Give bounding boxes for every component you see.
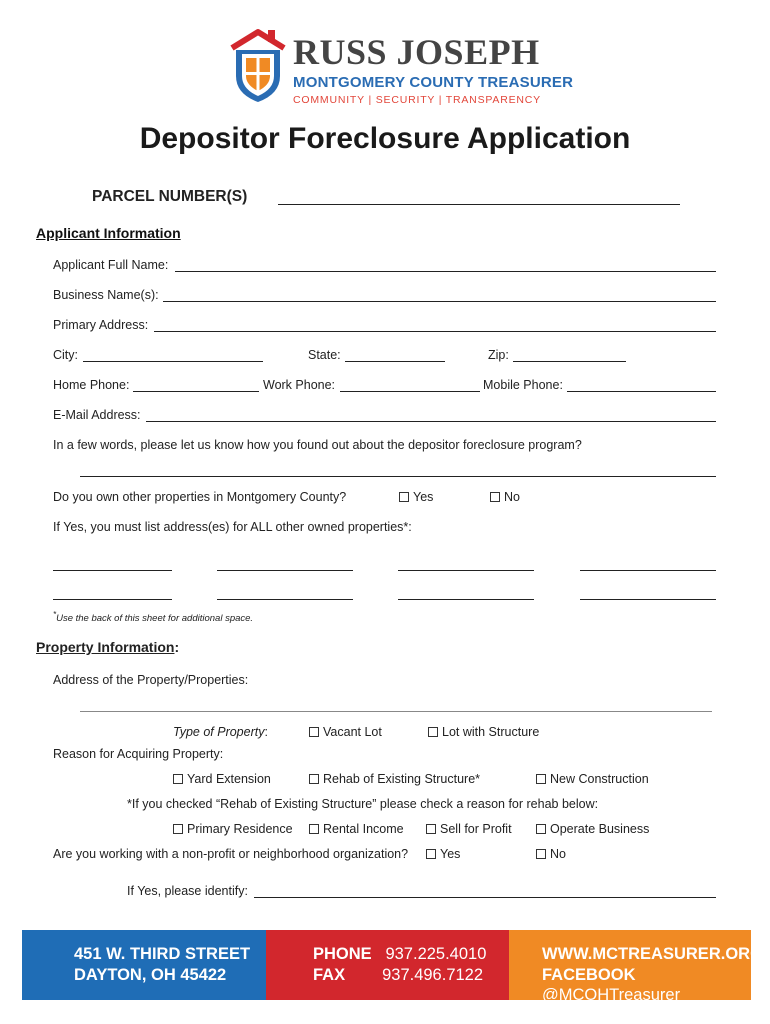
other-property-field[interactable] bbox=[53, 599, 172, 600]
zip-label: Zip: bbox=[488, 348, 509, 362]
brand-name: RUSS JOSEPH bbox=[293, 32, 540, 72]
yes-label: Yes bbox=[413, 490, 434, 504]
checkbox-icon[interactable] bbox=[426, 824, 436, 834]
property-heading-colon: : bbox=[174, 639, 180, 655]
facebook-handle[interactable]: @MCOHTreasurer bbox=[542, 986, 681, 1005]
brand-tagline: COMMUNITY | SECURITY | TRANSPARENCY bbox=[293, 94, 541, 106]
yard-extension-label: Yard Extension bbox=[187, 772, 271, 786]
checkbox-icon[interactable] bbox=[536, 774, 546, 784]
business-name-label: Business Name(s): bbox=[53, 288, 159, 302]
state-label: State: bbox=[308, 348, 341, 362]
other-property-field[interactable] bbox=[217, 570, 353, 571]
rehab-reason-note: *If you checked “Rehab of Existing Structure” please check a reason for rehab below: bbox=[127, 797, 599, 811]
full-name-label: Applicant Full Name: bbox=[53, 258, 169, 272]
sell-for-profit-label: Sell for Profit bbox=[440, 822, 512, 836]
phone-label: PHONE bbox=[313, 945, 372, 963]
operate-business-option[interactable] bbox=[536, 822, 649, 836]
city-label: City: bbox=[53, 348, 78, 362]
checkbox-icon[interactable] bbox=[490, 492, 500, 502]
primary-address-label: Primary Address: bbox=[53, 318, 149, 332]
footer-web-block bbox=[509, 930, 763, 1005]
applicant-section-heading: Applicant Information bbox=[36, 225, 181, 241]
other-property-field[interactable] bbox=[217, 599, 353, 600]
property-type-label bbox=[173, 725, 268, 739]
other-property-field[interactable] bbox=[398, 599, 534, 600]
other-property-field[interactable] bbox=[53, 570, 172, 571]
page-title: Depositor Foreclosure Application bbox=[139, 122, 631, 155]
fax-number: 937.496.7122 bbox=[382, 965, 484, 984]
footer-address-block bbox=[22, 930, 266, 1000]
mobile-phone-field[interactable] bbox=[567, 391, 716, 392]
parcel-number-label: PARCEL NUMBER(S) bbox=[92, 188, 248, 205]
contact-footer bbox=[22, 930, 763, 1005]
vacant-lot-option[interactable] bbox=[309, 725, 382, 739]
yes-label: Yes bbox=[440, 847, 461, 861]
footer-street: 451 W. THIRD STREET bbox=[74, 945, 251, 963]
zip-field[interactable] bbox=[513, 361, 626, 362]
new-construction-option[interactable] bbox=[536, 772, 649, 786]
back-of-sheet-text: Use the back of this sheet for additional space. bbox=[56, 613, 254, 625]
parcel-number-field[interactable] bbox=[278, 204, 680, 205]
nonprofit-no-option[interactable] bbox=[536, 847, 566, 861]
identify-label: If Yes, please identify: bbox=[127, 884, 248, 898]
own-properties-no-option[interactable] bbox=[490, 490, 520, 504]
nonprofit-question: Are you working with a non-profit or neighborhood organization? bbox=[53, 847, 409, 861]
property-type-colon: : bbox=[264, 725, 268, 739]
footnote-star: * bbox=[53, 610, 57, 619]
property-section-heading bbox=[36, 639, 179, 655]
back-of-sheet-note bbox=[53, 610, 253, 624]
own-properties-question: Do you own other properties in Montgomery County? bbox=[53, 490, 347, 504]
new-construction-label: New Construction bbox=[550, 772, 649, 786]
email-field[interactable] bbox=[146, 421, 716, 422]
work-phone-label: Work Phone: bbox=[263, 378, 336, 392]
checkbox-icon[interactable] bbox=[426, 849, 436, 859]
operate-business-label: Operate Business bbox=[550, 822, 650, 836]
full-name-field[interactable] bbox=[175, 271, 716, 272]
rehab-existing-option[interactable] bbox=[309, 772, 480, 786]
checkbox-icon[interactable] bbox=[309, 824, 319, 834]
checkbox-icon[interactable] bbox=[173, 824, 183, 834]
found-program-question: In a few words, please let us know how you found out about the depositor foreclosure program? bbox=[53, 438, 582, 452]
footer-city: DAYTON, OH 45422 bbox=[74, 965, 227, 984]
other-property-field[interactable] bbox=[580, 570, 716, 571]
footer-website-link[interactable]: WWW.MCTREASURER.ORG bbox=[542, 945, 763, 963]
own-properties-yes-option[interactable] bbox=[399, 490, 433, 504]
lot-with-structure-label: Lot with Structure bbox=[442, 725, 540, 739]
reason-label: Reason for Acquiring Property: bbox=[53, 747, 224, 761]
lot-with-structure-option[interactable] bbox=[428, 725, 539, 739]
work-phone-field[interactable] bbox=[340, 391, 480, 392]
checkbox-icon[interactable] bbox=[536, 824, 546, 834]
brand-subtitle: MONTGOMERY COUNTY TREASURER bbox=[293, 74, 574, 91]
checkbox-icon[interactable] bbox=[536, 849, 546, 859]
property-heading-text: Property Information bbox=[36, 639, 175, 655]
other-property-field[interactable] bbox=[398, 570, 534, 571]
primary-residence-option[interactable] bbox=[173, 822, 293, 836]
home-phone-label: Home Phone: bbox=[53, 378, 130, 392]
checkbox-icon[interactable] bbox=[428, 727, 438, 737]
phone-number: 937.225.4010 bbox=[385, 945, 487, 963]
email-label: E-Mail Address: bbox=[53, 408, 141, 422]
no-label: No bbox=[504, 490, 520, 504]
rental-income-option[interactable] bbox=[309, 822, 404, 836]
footer-phone-block bbox=[266, 930, 509, 1000]
primary-residence-label: Primary Residence bbox=[187, 822, 293, 836]
city-field[interactable] bbox=[83, 361, 263, 362]
yard-extension-option[interactable] bbox=[173, 772, 271, 786]
rental-income-label: Rental Income bbox=[323, 822, 404, 836]
sell-for-profit-option[interactable] bbox=[426, 822, 512, 836]
fax-label: FAX bbox=[313, 965, 346, 984]
home-phone-field[interactable] bbox=[133, 391, 259, 392]
checkbox-icon[interactable] bbox=[399, 492, 409, 502]
nonprofit-yes-option[interactable] bbox=[426, 847, 460, 861]
business-name-field[interactable] bbox=[163, 301, 716, 302]
state-field[interactable] bbox=[345, 361, 445, 362]
checkbox-icon[interactable] bbox=[309, 727, 319, 737]
rehab-existing-label: Rehab of Existing Structure* bbox=[323, 772, 481, 786]
primary-address-field[interactable] bbox=[154, 331, 716, 332]
no-label: No bbox=[550, 847, 566, 861]
property-address-field[interactable] bbox=[80, 711, 712, 712]
identify-field[interactable] bbox=[254, 897, 716, 898]
vacant-lot-label: Vacant Lot bbox=[323, 725, 382, 739]
property-type-text: Type of Property bbox=[173, 725, 265, 739]
checkbox-icon[interactable] bbox=[309, 774, 319, 784]
facebook-label: FACEBOOK bbox=[542, 965, 636, 984]
found-program-field[interactable] bbox=[80, 476, 716, 477]
treasurer-shield-logo bbox=[228, 26, 288, 104]
list-properties-note: If Yes, you must list address(es) for ALL other owned properties*: bbox=[53, 520, 412, 534]
property-address-label: Address of the Property/Properties: bbox=[53, 673, 249, 687]
mobile-phone-label: Mobile Phone: bbox=[483, 378, 563, 392]
other-property-field[interactable] bbox=[580, 599, 716, 600]
checkbox-icon[interactable] bbox=[173, 774, 183, 784]
